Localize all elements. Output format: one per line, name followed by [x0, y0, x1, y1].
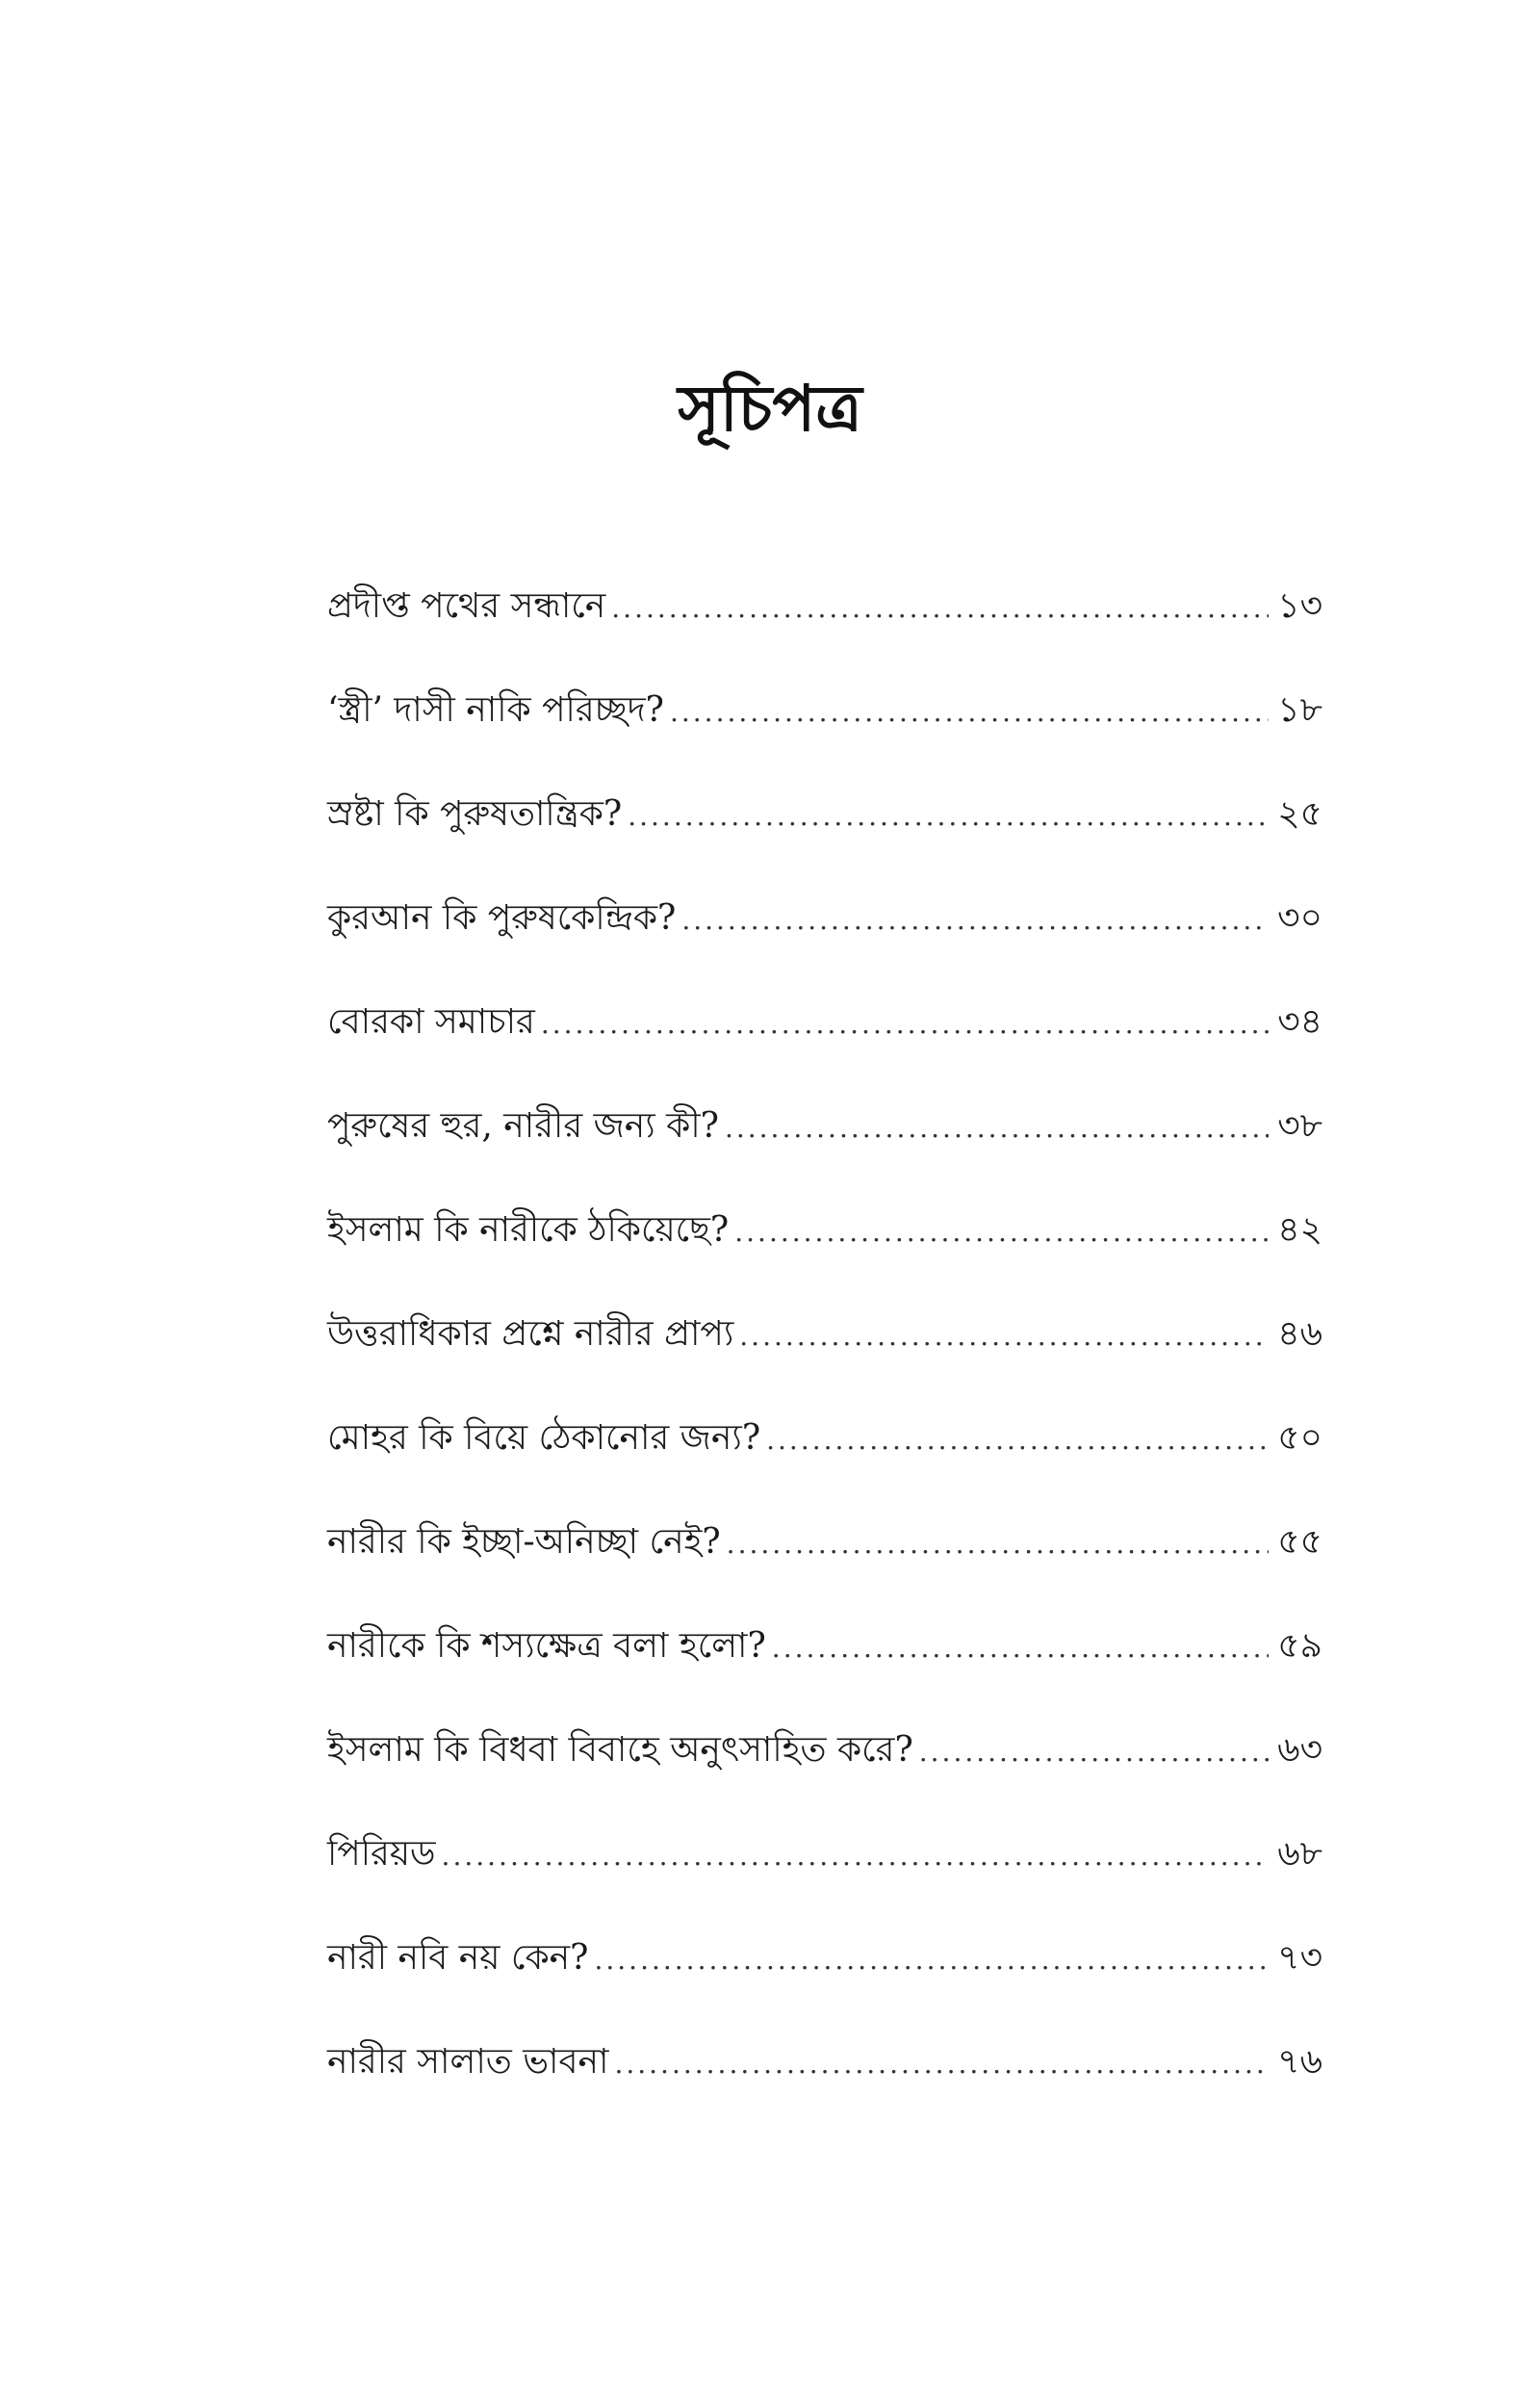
toc-dot-leader	[734, 1203, 1269, 1261]
toc-entry	[327, 1514, 1322, 1618]
toc-entry	[327, 890, 1322, 994]
toc-entry-page: ৫৯	[1277, 1626, 1322, 1666]
toc-entry	[327, 1202, 1322, 1306]
toc-entry	[327, 1929, 1322, 2033]
toc-entry	[327, 994, 1322, 1098]
toc-entry	[327, 1306, 1322, 1410]
toc-entry-title: স্রষ্টা কি পুরুষতান্ত্রিক?	[327, 794, 623, 834]
toc-dot-leader	[442, 1827, 1269, 1885]
toc-entry-title: নারীর সালাত ভাবনা	[327, 2042, 609, 2082]
toc-dot-leader	[919, 1723, 1269, 1781]
toc-entry-page: ৩০	[1277, 898, 1322, 938]
toc-entry-title: বোরকা সমাচার	[327, 1002, 535, 1042]
toc-entry	[327, 1825, 1322, 1929]
toc-entry-title: কুরআন কি পুরুষকেন্দ্রিক?	[327, 898, 677, 938]
toc-entry-title: প্রদীপ্ত পথের সন্ধানে	[327, 586, 606, 626]
toc-entry-title: ‘স্ত্রী’ দাসী নাকি পরিচ্ছদ?	[327, 690, 664, 730]
toc-dot-leader	[541, 996, 1269, 1053]
toc-entry-page: ১৮	[1277, 690, 1322, 730]
toc-entry-title: ইসলাম কি বিধবা বিবাহে অনুৎসাহিত করে?	[327, 1730, 913, 1770]
page-title: সূচিপত্র	[678, 372, 862, 446]
toc-entry	[327, 2033, 1322, 2137]
toc-entry-title: নারীকে কি শস্যক্ষেত্র বলা হলো?	[327, 1626, 766, 1666]
toc-entry	[327, 682, 1322, 786]
toc-dot-leader	[611, 580, 1269, 637]
toc-dot-leader	[727, 1515, 1269, 1573]
toc-entry-page: ৫৫	[1277, 1522, 1322, 1562]
toc-entry-title: নারী নবি নয় কেন?	[327, 1938, 589, 1978]
toc-entry-page: ৫০	[1277, 1418, 1322, 1458]
toc-dot-leader	[594, 1931, 1269, 1989]
toc-entry-page: ৪৬	[1277, 1314, 1322, 1354]
toc-entry	[327, 578, 1322, 682]
toc-entry-page: ৬৮	[1277, 1834, 1322, 1874]
toc-entry	[327, 1098, 1322, 1202]
toc-dot-leader	[766, 1411, 1269, 1469]
toc-dot-leader	[772, 1619, 1269, 1677]
toc-dot-leader	[739, 1307, 1269, 1365]
toc-entry	[327, 1618, 1322, 1721]
toc-dot-leader	[681, 892, 1269, 949]
toc-dot-leader	[670, 684, 1269, 741]
toc-entry-title: পিরিয়ড	[327, 1834, 436, 1874]
toc-entry-page: ৬৩	[1277, 1730, 1322, 1770]
toc-entry	[327, 786, 1322, 890]
toc-entry-page: ৩৪	[1277, 1002, 1322, 1042]
toc-entry-title: মোহর কি বিয়ে ঠেকানোর জন্য?	[327, 1418, 761, 1458]
toc-entry-page: ৩৮	[1277, 1106, 1322, 1146]
toc-entry-title: নারীর কি ইচ্ছা-অনিচ্ছা নেই?	[327, 1522, 721, 1562]
toc-entry-page: ৭৬	[1277, 2042, 1322, 2082]
toc-entry	[327, 1410, 1322, 1514]
toc-entry-page: ৭৩	[1277, 1938, 1322, 1978]
toc-dot-leader	[628, 788, 1269, 845]
table-of-contents	[327, 578, 1322, 2137]
toc-entry-title: ইসলাম কি নারীকে ঠকিয়েছে?	[327, 1210, 730, 1250]
toc-dot-leader	[725, 1100, 1269, 1157]
toc-entry-title: পুরুষের হুর, নারীর জন্য কী?	[327, 1106, 719, 1146]
toc-entry-page: ১৩	[1277, 586, 1322, 626]
toc-entry	[327, 1721, 1322, 1825]
toc-entry-title: উত্তরাধিকার প্রশ্নে নারীর প্রাপ্য	[327, 1314, 734, 1354]
toc-entry-page: ৪২	[1277, 1210, 1322, 1250]
toc-entry-page: ২৫	[1277, 794, 1322, 834]
toc-dot-leader	[614, 2035, 1269, 2093]
